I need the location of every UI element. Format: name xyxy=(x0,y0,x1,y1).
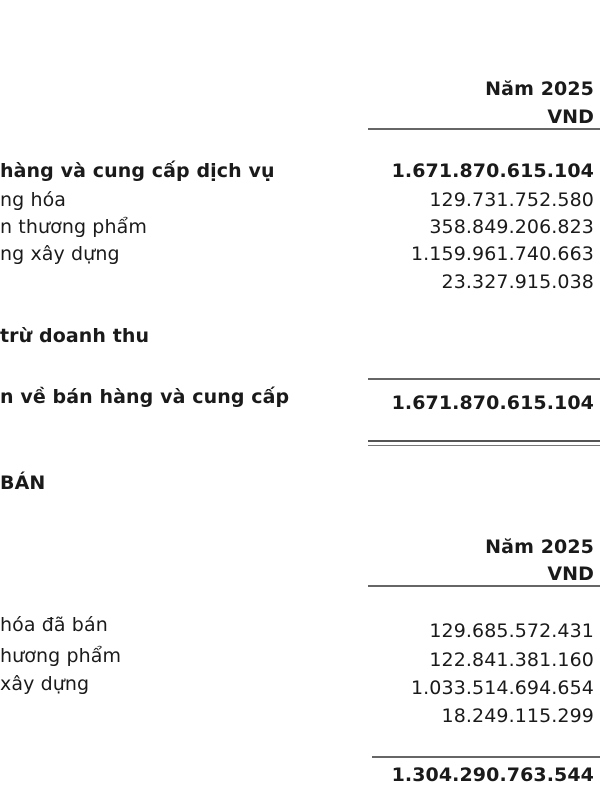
cogs-goods-label: hóa đã bán xyxy=(0,614,108,636)
revenue-merchandise-value: 358.849.206.823 xyxy=(429,216,594,238)
net-revenue-value: 1.671.870.615.104 xyxy=(391,392,594,414)
cogs-header-underline xyxy=(368,585,600,587)
revenue-goods-value: 129.731.752.580 xyxy=(429,189,594,211)
revenue-construction-label: ng xây dựng xyxy=(0,243,120,265)
revenue-value: 1.671.870.615.104 xyxy=(391,160,594,182)
deductions-label: trừ doanh thu xyxy=(0,325,150,347)
cogs-total-topline xyxy=(372,756,600,758)
cogs-title: BÁN xyxy=(0,472,46,494)
cogs-year-header: Năm 2025 xyxy=(485,536,594,558)
cogs-construction-value: 1.033.514.694.654 xyxy=(410,677,594,699)
cogs-goods-value: 129.685.572.431 xyxy=(429,620,594,642)
revenue-other-value: 23.327.915.038 xyxy=(441,271,594,293)
revenue-merchandise-label: n thương phẩm xyxy=(0,216,147,238)
cogs-total-value: 1.304.290.763.544 xyxy=(391,764,594,786)
net-revenue-double-underline xyxy=(368,440,600,446)
cogs-merchandise-value: 122.841.381.160 xyxy=(429,649,594,671)
header-underline xyxy=(368,128,600,130)
net-revenue-topline xyxy=(368,378,600,380)
revenue-goods-label: ng hóa xyxy=(0,189,67,211)
revenue-construction-value: 1.159.961.740.663 xyxy=(410,243,594,265)
cogs-construction-label: xây dựng xyxy=(0,673,90,695)
cogs-currency-header: VND xyxy=(547,563,594,585)
currency-header: VND xyxy=(547,106,594,128)
cogs-merchandise-label: hương phẩm xyxy=(0,645,122,667)
net-revenue-label: n về bán hàng và cung cấp xyxy=(0,386,290,408)
year-header: Năm 2025 xyxy=(485,78,594,100)
revenue-label: hàng và cung cấp dịch vụ xyxy=(0,160,275,182)
cogs-other-value: 18.249.115.299 xyxy=(441,705,594,727)
